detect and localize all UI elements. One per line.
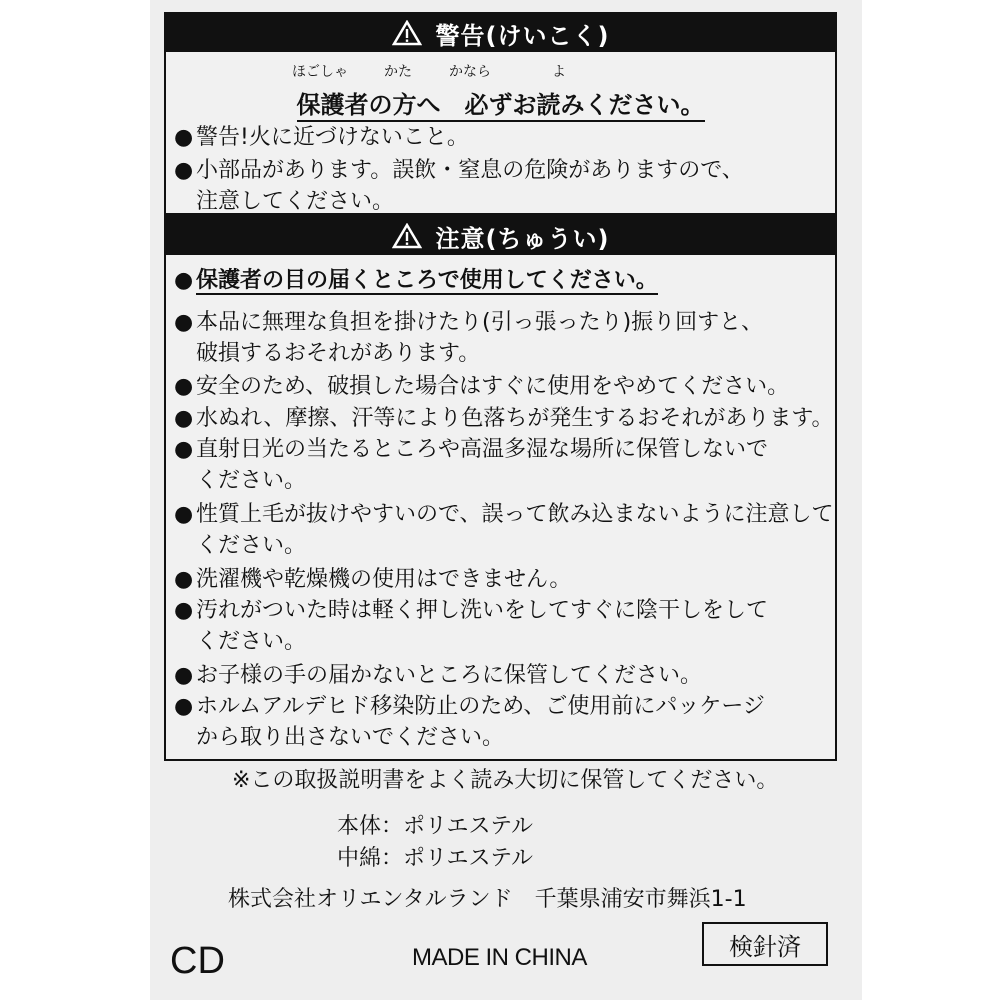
product-code: CD	[170, 940, 225, 982]
bullet-dot-icon: ●	[174, 437, 194, 462]
caution-item: ● 性質上毛が抜けやすいので、誤って飲み込まないように注意して	[174, 499, 834, 530]
caution-item-continuation: ください。	[196, 533, 307, 558]
caution-title: 注意(ちゅうい)	[435, 224, 610, 253]
furigana-row	[166, 61, 835, 83]
care-note: ※この取扱説明書をよく読み大切に保管してください。	[232, 768, 779, 793]
bullet-dot-icon: ●	[174, 598, 194, 623]
furigana: よ	[552, 64, 566, 80]
caution-item-continuation: ください。	[196, 468, 307, 493]
bullet-dot-icon: ●	[174, 310, 194, 335]
caution-item-continuation: ください。	[196, 629, 307, 654]
company-address: 株式会社オリエンタルランド 千葉県浦安市舞浜1-1	[228, 887, 747, 912]
caution-item: ● 本品に無理な負担を掛けたり(引っ張ったり)振り回すと、	[174, 307, 763, 338]
caution-item: ● 直射日光の当たるところや高温多湿な場所に保管しないで	[174, 434, 768, 465]
warning-subtitle: 保護者の方へ 必ずお読みください。	[166, 85, 835, 120]
furigana: ほごしゃ	[292, 64, 348, 80]
bullet-dot-icon: ●	[174, 158, 194, 183]
bullet-dot-icon: ●	[174, 406, 194, 431]
caution-item: ● 安全のため、破損した場合はすぐに使用をやめてください。	[174, 371, 789, 402]
material-filling: 中綿：ポリエステル	[337, 846, 534, 871]
warning-triangle-icon	[392, 20, 422, 46]
country-of-origin: MADE IN CHINA	[412, 944, 587, 971]
bullet-dot-icon: ●	[174, 268, 194, 293]
caution-item: ● お子様の手の届かないところに保管してください。	[174, 660, 702, 691]
bullet-dot-icon: ●	[174, 125, 194, 150]
caution-item: ● 汚れがついた時は軽く押し洗いをしてすぐに陰干しをして	[174, 595, 768, 626]
caution-item-continuation: 破損するおそれがあります。	[196, 341, 481, 366]
caution-item: ● ホルムアルデヒド移染防止のため、ご使用前にパッケージ	[174, 691, 765, 722]
warning-title: 警告(けいこく)	[435, 21, 610, 50]
bullet-dot-icon: ●	[174, 374, 194, 399]
warning-item: ● 警告!火に近づけないこと。	[174, 122, 469, 153]
bullet-dot-icon: ●	[174, 694, 194, 719]
caution-item-emphasis: ● 保護者の目の届くところで使用してください。	[174, 265, 658, 296]
furigana: かなら	[449, 64, 491, 80]
warning-triangle-icon	[392, 223, 422, 249]
bullet-dot-icon: ●	[174, 502, 194, 527]
bullet-dot-icon: ●	[174, 663, 194, 688]
warning-item-continuation: 注意してください。	[196, 189, 395, 214]
caution-item: ● 洗濯機や乾燥機の使用はできません。	[174, 564, 571, 595]
material-body: 本体：ポリエステル	[337, 814, 534, 839]
bullet-dot-icon: ●	[174, 567, 194, 592]
caution-item-continuation: から取り出さないでください。	[196, 725, 505, 750]
caution-item: ● 水ぬれ、摩擦、汗等により色落ちが発生するおそれがあります。	[174, 403, 834, 434]
warning-header	[166, 14, 835, 52]
furigana: かた	[384, 64, 412, 80]
caution-box	[164, 215, 837, 761]
warning-box	[164, 12, 837, 215]
caution-header	[166, 217, 835, 255]
warning-item: ● 小部品があります。誤飲・窒息の危険がありますので、	[174, 155, 744, 186]
inspection-stamp: 検針済	[702, 922, 828, 966]
